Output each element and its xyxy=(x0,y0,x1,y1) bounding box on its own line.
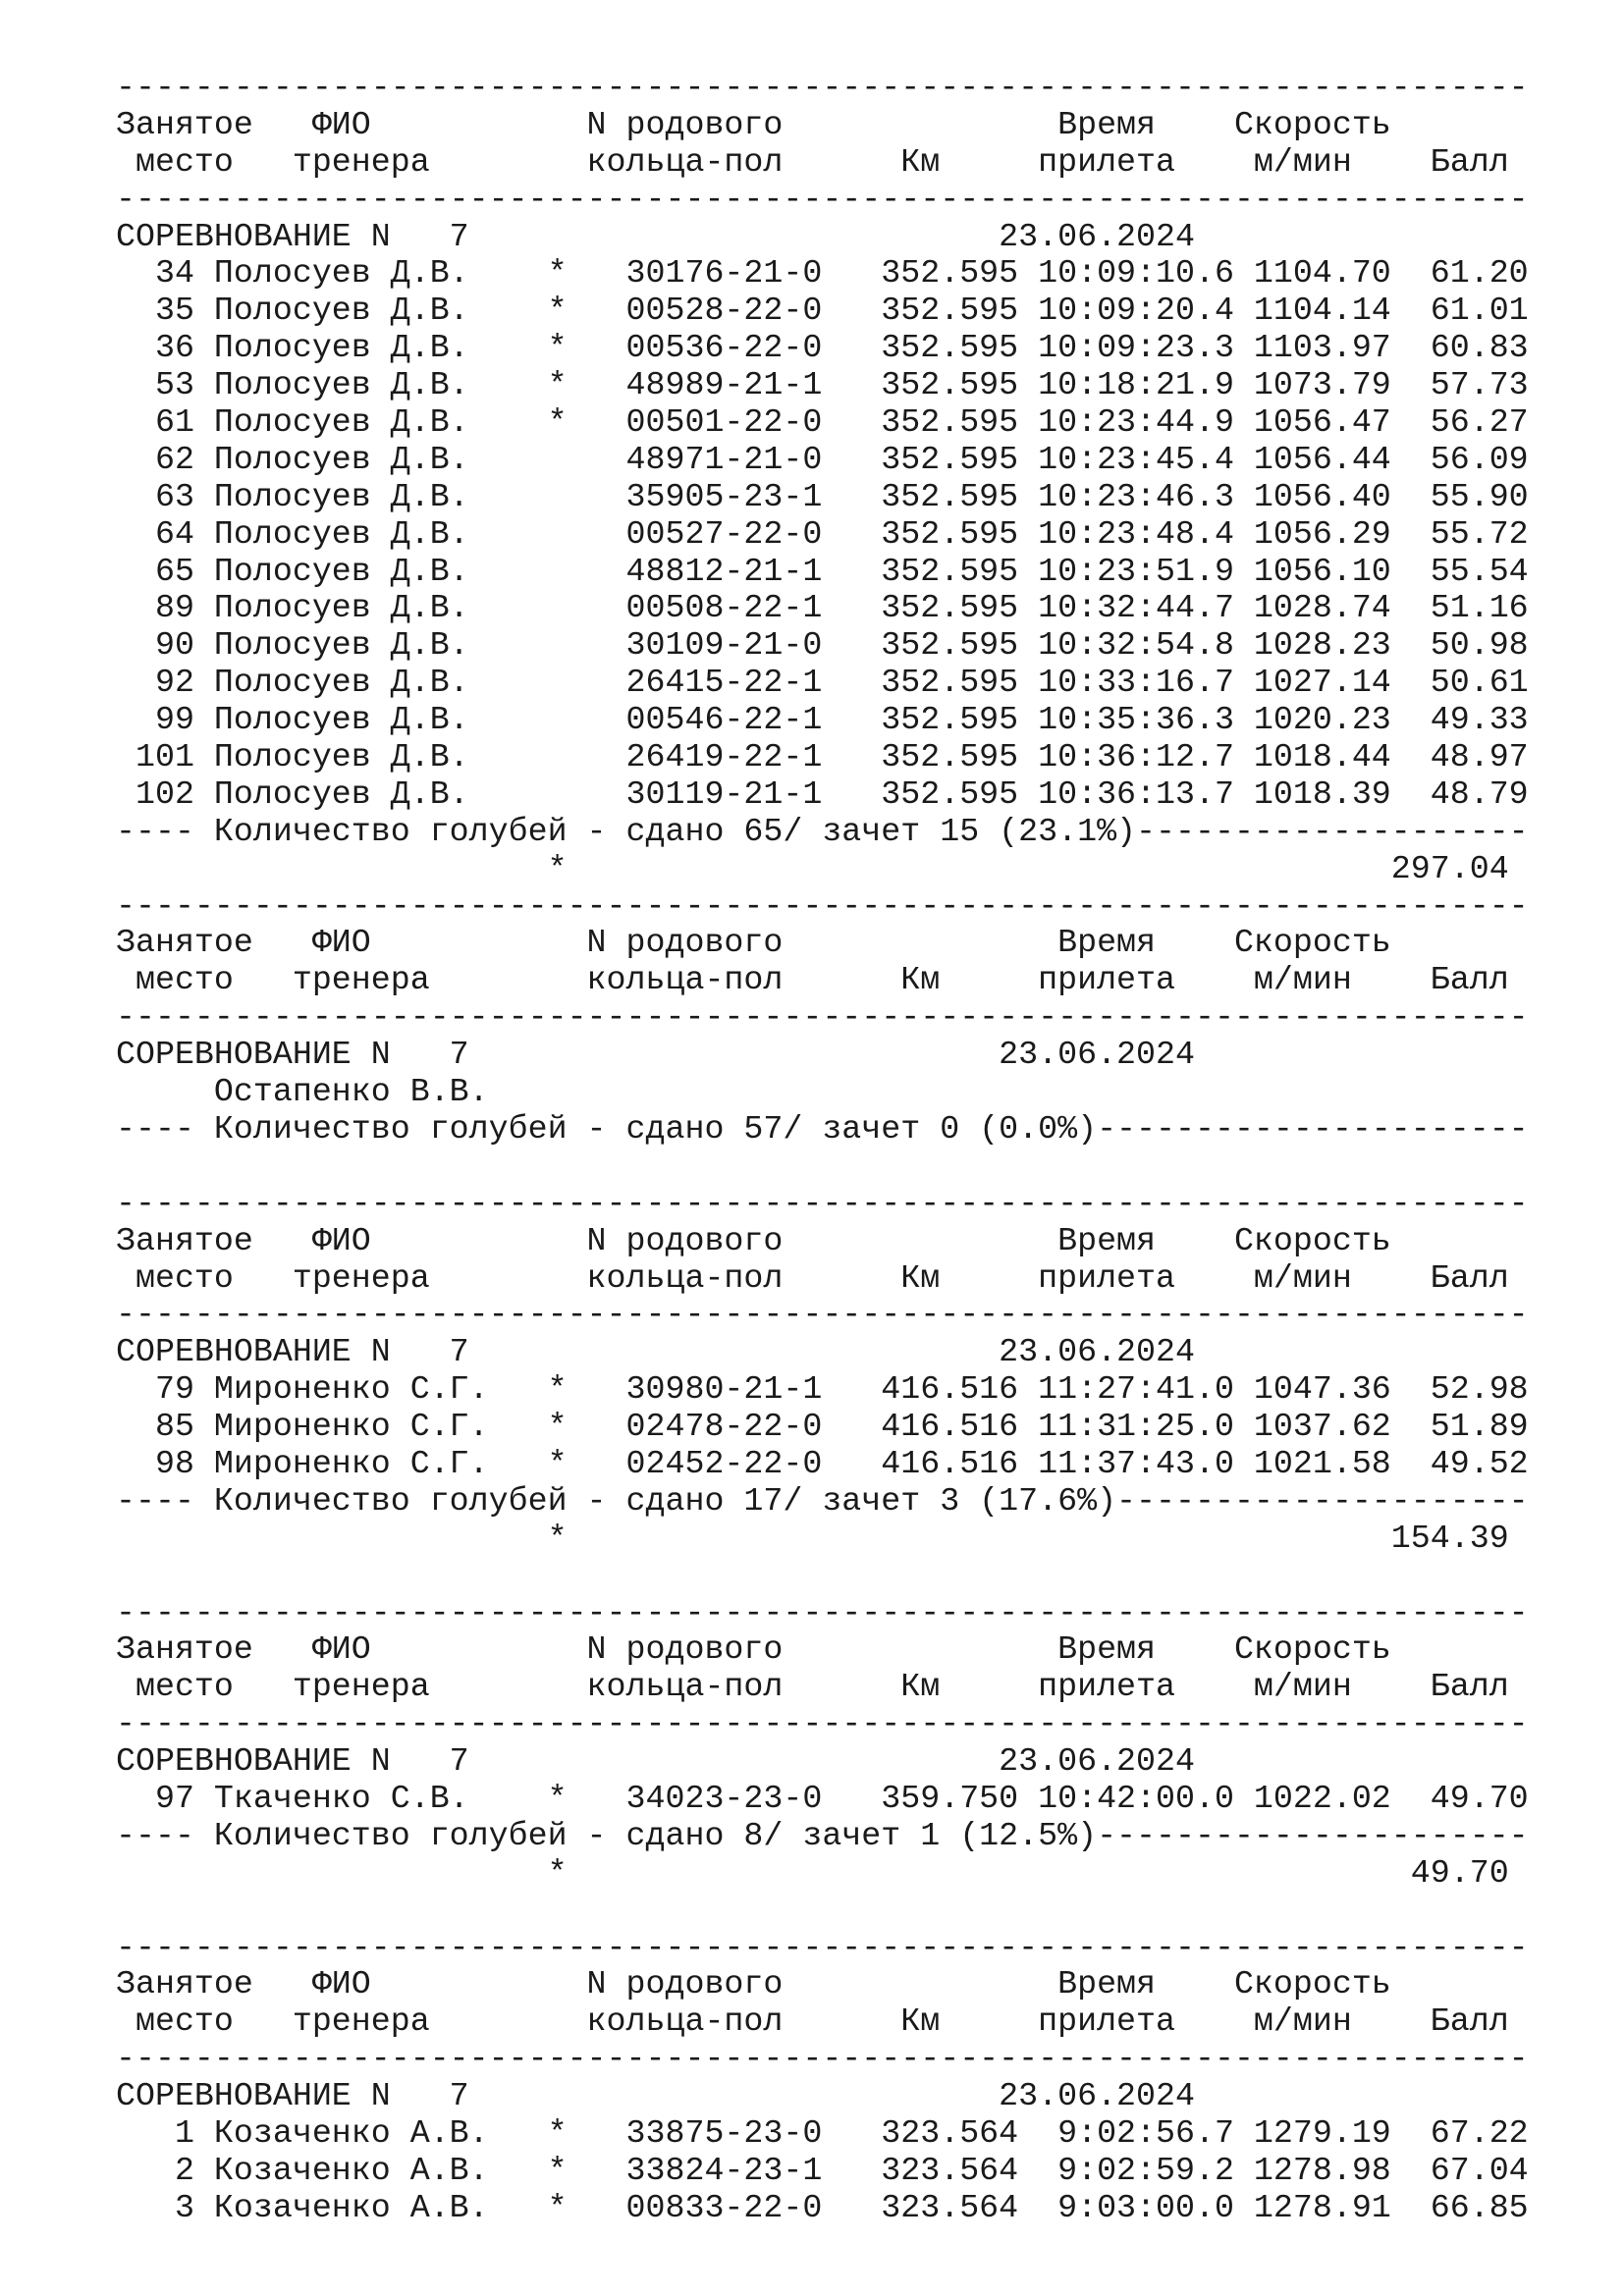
printout-line: ------------------------------------------------------------------------ xyxy=(116,180,1529,218)
printout-line: 35 Полосуев Д.В. * 00528-22-0 352.595 10:09:20.4 1104.14 61.01 xyxy=(116,292,1529,330)
printout-line: СОРЕВНОВАНИЕ N 7 23.06.2024 xyxy=(116,1333,1195,1371)
printout-line: 99 Полосуев Д.В. 00546-22-1 352.595 10:35:36.3 1020.23 49.33 xyxy=(116,701,1529,739)
printout-line xyxy=(116,1893,1529,1930)
race-results-printout xyxy=(116,70,1529,2227)
printout-line: * 49.70 xyxy=(116,1853,1509,1892)
printout-line: 61 Полосуев Д.В. * 00501-22-0 352.595 10:23:44.9 1056.47 56.27 xyxy=(116,403,1529,442)
printout-line: 64 Полосуев Д.В. 00527-22-0 352.595 10:23:48.4 1056.29 55.72 xyxy=(116,514,1529,553)
printout-line: Занятое ФИО N родового Время Скорость xyxy=(116,1630,1391,1669)
printout-line: 90 Полосуев Д.В. 30109-21-0 352.595 10:32:54.8 1028.23 50.98 xyxy=(116,626,1529,665)
printout-line: Занятое ФИО N родового Время Скорость xyxy=(116,1221,1391,1259)
printout-line: 97 Ткаченко С.В. * 34023-23-0 359.750 10:42:00.0 1022.02 49.70 xyxy=(116,1779,1529,1817)
printout-line: ------------------------------------------------------------------------ xyxy=(116,69,1529,106)
printout-line: 102 Полосуев Д.В. 30119-21-1 352.595 10:36:13.7 1018.39 48.79 xyxy=(116,774,1529,813)
printout-line: * 154.39 xyxy=(116,1519,1509,1557)
printout-line: СОРЕВНОВАНИЕ N 7 23.06.2024 xyxy=(116,1742,1195,1781)
printout-line: ------------------------------------------------------------------------ xyxy=(116,886,1529,925)
printout-line: * 297.04 xyxy=(116,849,1509,887)
printout-line: 53 Полосуев Д.В. * 48989-21-1 352.595 10:18:21.9 1073.79 57.73 xyxy=(116,366,1529,404)
printout-line: 2 Козаченко А.В. * 33824-23-1 323.564 9:02:59.2 1278.98 67.04 xyxy=(116,2151,1529,2189)
printout-line: 79 Мироненко С.Г. * 30980-21-1 416.516 11:27:41.0 1047.36 52.98 xyxy=(116,1370,1529,1409)
printout-line: 36 Полосуев Д.В. * 00536-22-0 352.595 10:09:23.3 1103.97 60.83 xyxy=(116,329,1529,367)
printout-line: ---- Количество голубей - сдано 17/ зачет 3 (17.6%)--------------------- xyxy=(116,1481,1529,1520)
printout-line: ------------------------------------------------------------------------ xyxy=(116,1705,1529,1743)
printout-line: ------------------------------------------------------------------------ xyxy=(116,1928,1529,1966)
printout-line: ------------------------------------------------------------------------ xyxy=(116,1296,1529,1334)
printout-line: 92 Полосуев Д.В. 26415-22-1 352.595 10:33:16.7 1027.14 50.61 xyxy=(116,664,1529,702)
printout-line: СОРЕВНОВАНИЕ N 7 23.06.2024 xyxy=(116,2077,1195,2115)
printout-line: 1 Козаченко А.В. * 33875-23-0 323.564 9:02:56.7 1279.19 67.22 xyxy=(116,2113,1529,2152)
printout-line: СОРЕВНОВАНИЕ N 7 23.06.2024 xyxy=(116,217,1195,255)
printout-line: ---- Количество голубей - сдано 57/ зачет 0 (0.0%)---------------------- xyxy=(116,1109,1529,1148)
printout-line: Занятое ФИО N родового Время Скорость xyxy=(116,924,1391,962)
printout-line: место тренера кольца-пол Км прилета м/мин Балл xyxy=(116,2002,1509,2041)
printout-line: 85 Мироненко С.Г. * 02478-22-0 416.516 11:31:25.0 1037.62 51.89 xyxy=(116,1408,1529,1446)
printout-line: ---- Количество голубей - сдано 8/ зачет 1 (12.5%)---------------------- xyxy=(116,1816,1529,1854)
printout-line: место тренера кольца-пол Км прилета м/мин Балл xyxy=(116,1668,1509,1706)
printout-line: ------------------------------------------------------------------------ xyxy=(116,2040,1529,2078)
printout-line: место тренера кольца-пол Км прилета м/мин Балл xyxy=(116,1258,1509,1297)
printout-line: место тренера кольца-пол Км прилета м/мин Балл xyxy=(116,961,1509,999)
printout-line: ------------------------------------------------------------------------ xyxy=(116,998,1529,1037)
printout-line: 98 Мироненко С.Г. * 02452-22-0 416.516 11:37:43.0 1021.58 49.52 xyxy=(116,1444,1529,1482)
printout-line: 89 Полосуев Д.В. 00508-22-1 352.595 10:32:44.7 1028.74 51.16 xyxy=(116,589,1529,627)
printout-line: 101 Полосуев Д.В. 26419-22-1 352.595 10:36:12.7 1018.44 48.97 xyxy=(116,738,1529,776)
printout-line: 63 Полосуев Д.В. 35905-23-1 352.595 10:23:46.3 1056.40 55.90 xyxy=(116,477,1529,515)
printout-line xyxy=(116,1148,1529,1186)
printout-line: Занятое ФИО N родового Время Скорость xyxy=(116,1965,1391,2003)
printout-line: СОРЕВНОВАНИЕ N 7 23.06.2024 xyxy=(116,1036,1195,1074)
printout-line xyxy=(116,1558,1529,1595)
printout-line: ---- Количество голубей - сдано 65/ зачет 15 (23.1%)-------------------- xyxy=(116,812,1529,850)
printout-line: 65 Полосуев Д.В. 48812-21-1 352.595 10:23:51.9 1056.10 55.54 xyxy=(116,552,1529,590)
printout-line: ------------------------------------------------------------------------ xyxy=(116,1593,1529,1631)
printout-line: Занятое ФИО N родового Время Скорость xyxy=(116,105,1391,143)
printout-line: ------------------------------------------------------------------------ xyxy=(116,1184,1529,1222)
printout-line: Остапенко В.В. xyxy=(116,1073,489,1111)
printout-line: 3 Козаченко А.В. * 00833-22-0 323.564 9:03:00.0 1278.91 66.85 xyxy=(116,2188,1529,2226)
printout-line: 34 Полосуев Д.В. * 30176-21-0 352.595 10:09:10.6 1104.70 61.20 xyxy=(116,254,1529,293)
printout-line: место тренера кольца-пол Км прилета м/мин Балл xyxy=(116,142,1509,181)
printout-line: 62 Полосуев Д.В. 48971-21-0 352.595 10:23:45.4 1056.44 56.09 xyxy=(116,440,1529,478)
